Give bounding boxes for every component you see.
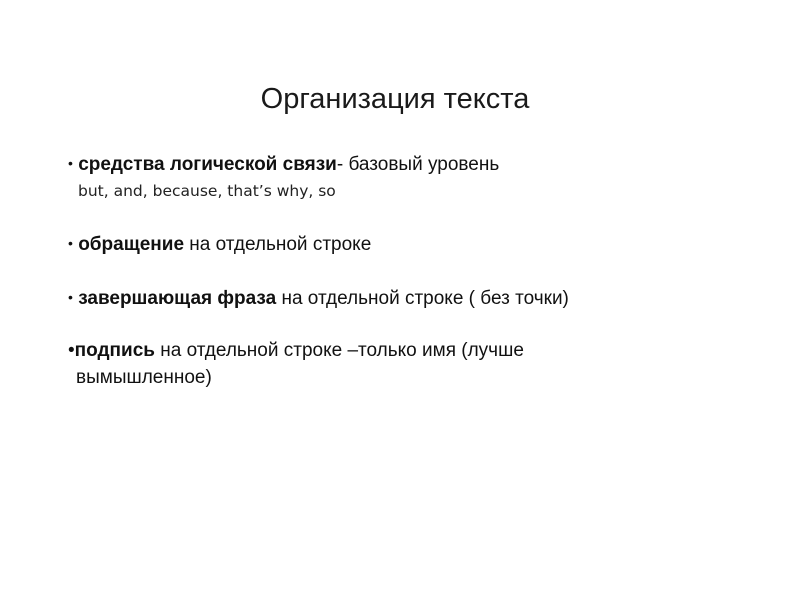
bullet-description: на отдельной строке <box>184 234 372 255</box>
bullet-continuation: вымышленное) <box>76 367 212 388</box>
bullet-term: обращение <box>78 234 185 255</box>
bullet-description: - базовый уровень <box>336 154 500 175</box>
bullet-term: завершающая фраза <box>78 288 277 309</box>
bullet-description: на отдельной строке –только имя (лучше <box>154 340 524 361</box>
bullet-icon: • <box>68 289 73 305</box>
bullet-item-signature <box>68 339 524 363</box>
bullet-description: на отдельной строке ( без точки) <box>276 288 569 309</box>
bullet-icon: • <box>68 235 73 251</box>
bullet-icon: • <box>68 340 75 361</box>
bullet-term: подпись <box>74 340 155 361</box>
bullet-item-logical-connectors <box>68 151 499 177</box>
bullet-item-greeting <box>68 231 371 257</box>
connector-examples: but, and, because, that’s why, so <box>78 182 336 200</box>
bullet-item-closing-phrase <box>68 285 569 311</box>
bullet-icon: • <box>68 155 73 171</box>
bullet-term: средства логической связи <box>78 154 337 175</box>
slide-title: Организация текста <box>260 83 530 115</box>
